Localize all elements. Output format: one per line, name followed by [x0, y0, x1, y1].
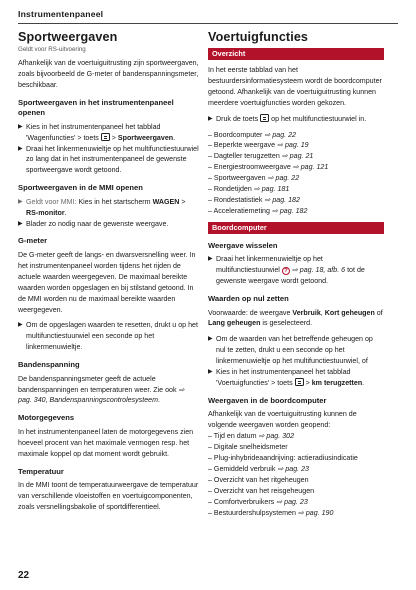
motorgegevens-text: In het instrumentenpaneel laten de motorgegevens zien hoeveel procent van het maximale vermogen resp. het maximale koppel op dat moment wordt gebruikt.: [18, 427, 194, 458]
instruction-step: ▶ Kies in het instrumentenpaneel het tabblad 'Voertuigfuncties' > toets > km terugzetten.: [208, 368, 365, 387]
list-item: – Plug-inhybrideaandrijving: actieradiusindicatie: [208, 453, 358, 462]
heading-temperatuur: Temperatuur: [18, 466, 64, 476]
overview-intro: In het eerste tabblad van het bestuurdersinformatiesysteem wordt de boordcomputer getoond. Afhankelijk van de voertuiguitrusting kunnen meerdere voertuigfuncties worden gekozen.: [208, 66, 382, 107]
instruction-step: ▶ Blader zo nodig naar de gewenste weergave.: [18, 219, 169, 228]
g-meter-text: De G-meter geeft de langs- en dwarsversnelling weer. In het instrumentenpaneel worden tijdens het rijden de actuele waarden weergegeven. De maximaal bereikte waarden worden opgeslagen en bij stilstand getoond. In de MMI worden nu de maximaal bereikte waarden weergegeven.: [18, 250, 196, 314]
reset-prerequisite: Voorwaarde: de weergave Verbruik, Kort geheugen of Lang geheugen is geselecteerd.: [208, 308, 383, 328]
heading-motorgegevens: Motorgegevens: [18, 413, 75, 423]
list-item: – Acceleratiemeting ⇨ pag. 182: [208, 206, 308, 215]
heading-weergaven-boordcomputer: Weergaven in de boordcomputer: [208, 395, 327, 405]
page-reference-link[interactable]: ⇨ pag. 121: [292, 163, 329, 172]
page-number: 22: [18, 570, 30, 581]
triangle-right-icon: ▶: [208, 256, 213, 263]
page-reference-link[interactable]: ⇨ pag. 22: [267, 174, 300, 183]
instruction-step: ▶ Druk de toets op het multifunctiestuurwiel in.: [208, 114, 367, 123]
triangle-right-icon: ▶: [18, 145, 23, 152]
menu-button-icon: [101, 133, 110, 141]
list-item: – Overzicht van het ritgeheugen: [208, 475, 309, 484]
trip-computer-views-list: [208, 431, 384, 518]
page-reference-link[interactable]: ⇨ pag. 23: [276, 497, 308, 506]
overview-steps: [208, 114, 384, 125]
triangle-right-icon: ▶: [208, 336, 213, 343]
instruction-step: ▶ Draai het linkermenuwieltje op het multifunctiestuurwiel ? ⇨ pag. 18, afb. 6 tot de gewenste weergave wordt getoond.: [208, 255, 365, 286]
heading-bandenspanning: Bandenspanning: [18, 360, 80, 370]
instruction-step: ▶ Geldt voor MMI: Kies in het startscherm WAGEN > RS-monitor.: [18, 197, 186, 217]
triangle-right-icon: ▶: [208, 115, 213, 122]
menu-button-icon: [260, 114, 269, 122]
page-reference-link[interactable]: ⇨ pag. 302: [258, 432, 295, 441]
g-meter-steps: [18, 320, 199, 353]
switch-view-steps: [208, 254, 384, 287]
instruction-step: ▶ Om de waarden van het betreffende geheugen op nul te zetten, drukt u een seconde op het linkermenuwieltje op het multifunctiestuurwiel, of: [208, 335, 373, 366]
list-item: – Comfortverbruikers ⇨ pag. 23: [208, 497, 308, 506]
list-item: – Boordcomputer ⇨ pag. 22: [208, 130, 296, 139]
trip-computer-intro: Afhankelijk van de voertuiguitrusting kunnen de volgende weergaven worden geopend:: [208, 410, 357, 430]
right-column: [208, 30, 384, 523]
list-item: – Digitale snelheidsmeter: [208, 443, 288, 452]
page-reference-link[interactable]: ⇨ pag. 23: [277, 464, 310, 473]
instrument-panel-steps: [18, 122, 199, 177]
list-item: – Tijd en datum ⇨ pag. 302: [208, 432, 295, 441]
instruction-step: ▶ Om de opgeslagen waarden te resetten, drukt u op het multifunctiestuurwiel een seconde op het linkermenuwieltje.: [18, 321, 198, 352]
list-item: – Dagteller terugzetten ⇨ pag. 21: [208, 152, 314, 161]
trip-computer-bar: Boordcomputer: [208, 222, 384, 234]
triangle-right-icon: ▶: [18, 123, 23, 130]
list-item: – Rondetijden ⇨ pag. 181: [208, 185, 290, 194]
reset-steps: [208, 334, 384, 389]
page-reference-link[interactable]: ⇨ pag. 21: [281, 152, 314, 161]
heading-instrument-panel: Sportweergaven in het instrumentenpaneel openen: [18, 97, 174, 118]
list-item: – Energiestroomweergave ⇨ pag. 121: [208, 163, 329, 172]
list-item: – Beperkte weergave ⇨ pag. 19: [208, 141, 309, 150]
overview-bar: Overzicht: [208, 48, 384, 60]
menu-button-icon: [295, 378, 304, 386]
page-reference-link[interactable]: ⇨ pag. 19: [277, 141, 309, 150]
intro-paragraph: Afhankelijk van de voertuiguitrusting zijn sportweergaven, zoals bijvoorbeeld de G-meter of bandenspanningsmeter, beschikbaar.: [18, 59, 199, 89]
bandenspanning-text: De bandenspanningsmeter geeft de actuele bandenspanningen en temperaturen weer. Zie ook ⇨ pag. 340, Bandenspanningscontrolesysteem.: [18, 374, 185, 405]
list-item: – Bestuurdershulpsystemen ⇨ pag. 190: [208, 508, 334, 517]
list-item: – Overzicht van het reisgeheugen: [208, 486, 315, 495]
vehicle-functions-list: [208, 130, 384, 217]
page-reference-link[interactable]: ⇨ pag. 182: [271, 206, 308, 215]
numbered-callout-icon: ?: [282, 267, 290, 275]
instruction-step: ▶ Kies in het instrumentenpaneel het tabblad 'Wagenfuncties' > toets > Sportweergaven.: [18, 122, 176, 142]
section-header-title: Instrumentenpaneel: [18, 9, 104, 19]
temperatuur-text: In de MMI toont de temperatuurweergave de temperatuur van verschillende vloeistoffen en voertuigcomponenten, zoals versnellingsbakolie of sportdifferentieel.: [18, 481, 199, 511]
section-title-voertuigfuncties: Voertuigfuncties: [208, 30, 309, 44]
heading-waarden-op-nul: Waarden op nul zetten: [208, 294, 289, 303]
page-reference-link[interactable]: ⇨ pag. 181: [253, 185, 290, 194]
triangle-right-icon: ▶: [18, 220, 23, 227]
list-item: – Gemiddeld verbruik ⇨ pag. 23: [208, 464, 310, 473]
section-title-sportweergaven: Sportweergaven: [18, 30, 118, 44]
triangle-right-icon: ▶: [208, 369, 213, 376]
instruction-step: ▶ Draai het linkermenuwieltje op het multifunctiestuurwiel zo lang dat in het instrumentenpaneel de gewenste sportweergave wordt getoond.: [18, 144, 199, 175]
heading-g-meter: G-meter: [18, 236, 48, 246]
page-reference-link[interactable]: ⇨ pag. 182: [264, 195, 300, 204]
triangle-right-icon: ▶: [18, 198, 23, 205]
heading-mmi: Sportweergaven in de MMI openen: [18, 183, 143, 193]
running-header: [18, 9, 398, 24]
page-reference-link[interactable]: ⇨ pag. 18, afb. 6: [291, 266, 346, 275]
heading-weergave-wisselen: Weergave wisselen: [208, 240, 278, 250]
triangle-right-icon: ▶: [18, 322, 23, 329]
left-column: [18, 30, 199, 518]
list-item: – Sportweergaven ⇨ pag. 22: [208, 174, 300, 183]
page-reference-link[interactable]: ⇨ pag. 340, Bandenspanningscontrolesysteem: [18, 385, 185, 405]
page-reference-link[interactable]: ⇨ pag. 22: [264, 130, 296, 139]
page-reference-link[interactable]: ⇨ pag. 190: [297, 508, 334, 517]
list-item: – Rondestatistiek ⇨ pag. 182: [208, 195, 300, 204]
mmi-steps: [18, 197, 199, 230]
applicability-note: Geldt voor RS-uitvoering: [18, 46, 86, 53]
